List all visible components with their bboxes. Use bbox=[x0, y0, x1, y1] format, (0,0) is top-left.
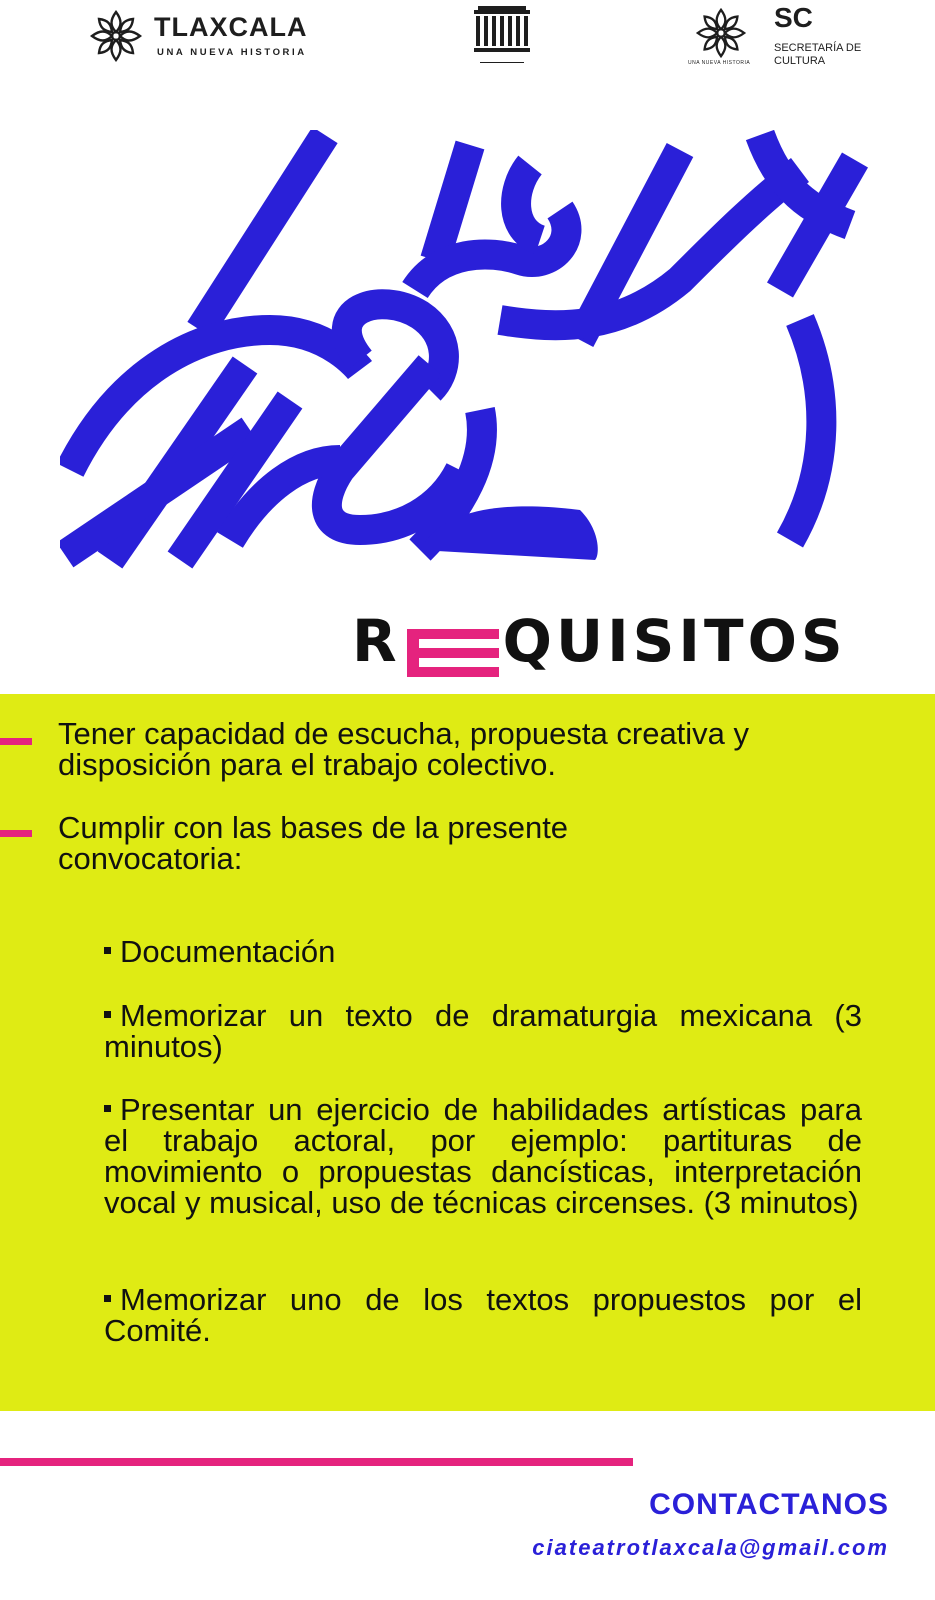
building-facade-icon bbox=[470, 4, 534, 72]
contact-heading: CONTACTANOS bbox=[649, 1488, 889, 1521]
flower-emblem-icon bbox=[86, 6, 146, 66]
sc-abbrev: SC bbox=[774, 2, 813, 33]
pink-divider bbox=[0, 1458, 633, 1466]
sub-requirement-item bbox=[104, 1284, 862, 1346]
sub-requirement-item bbox=[104, 1094, 862, 1218]
tlaxcala-tagline: UNA NUEVA HISTORIA bbox=[157, 47, 307, 58]
bullet-square-icon bbox=[104, 1011, 111, 1018]
requirement-dash bbox=[0, 738, 32, 745]
sc-fullname bbox=[774, 42, 861, 68]
requirements-panel bbox=[0, 694, 935, 1411]
requirement-dash bbox=[0, 830, 32, 837]
sub-requirement-text: Documentación bbox=[120, 934, 336, 969]
sub-requirement-text: Memorizar uno de los textos propuestos por el Comité. bbox=[104, 1282, 862, 1348]
sub-requirement-text: Presentar un ejercicio de habilidades artísticas para el trabajo actoral, por ejemplo: partituras de movimiento o propuestas dancísticas, interpretación vocal y musical, uso de técnicas circenses. (3 minutos) bbox=[104, 1092, 862, 1220]
title-rest: QUISITOS bbox=[502, 607, 847, 675]
sub-requirement-text: Memorizar un texto de dramaturgia mexicana (3 minutos) bbox=[104, 998, 862, 1064]
requirement-item: Tener capacidad de escucha, propuesta creativa y disposición para el trabajo colectivo. bbox=[58, 716, 750, 782]
tlaxcala-wordmark: TLAXCALA bbox=[154, 12, 308, 42]
page-title bbox=[352, 606, 847, 676]
header-logos bbox=[0, 0, 935, 80]
sc-line1: SECRETARÍA DE bbox=[774, 42, 862, 54]
bullet-square-icon bbox=[104, 1105, 111, 1112]
bullet-square-icon bbox=[104, 947, 111, 954]
sub-requirement-item bbox=[104, 1000, 862, 1062]
sc-tiny-tagline: UNA NUEVA HISTORIA bbox=[688, 60, 751, 66]
contact-email-link[interactable]: ciateatrotlaxcala@gmail.com bbox=[532, 1535, 889, 1560]
requirement-item: Cumplir con las bases de la presente convocatoria: bbox=[58, 810, 569, 876]
theater-logo bbox=[470, 4, 534, 72]
bullet-square-icon bbox=[104, 1295, 111, 1302]
secretaria-cultura-logo bbox=[688, 2, 898, 72]
sub-requirement-item bbox=[104, 936, 862, 967]
title-first-letter: R bbox=[352, 607, 401, 675]
flower-emblem-icon bbox=[692, 4, 750, 62]
abstract-figures-illustration bbox=[60, 130, 880, 570]
sc-line2: CULTURA bbox=[774, 55, 826, 67]
stylized-e-mark bbox=[407, 629, 499, 677]
tlaxcala-logo bbox=[86, 6, 336, 66]
